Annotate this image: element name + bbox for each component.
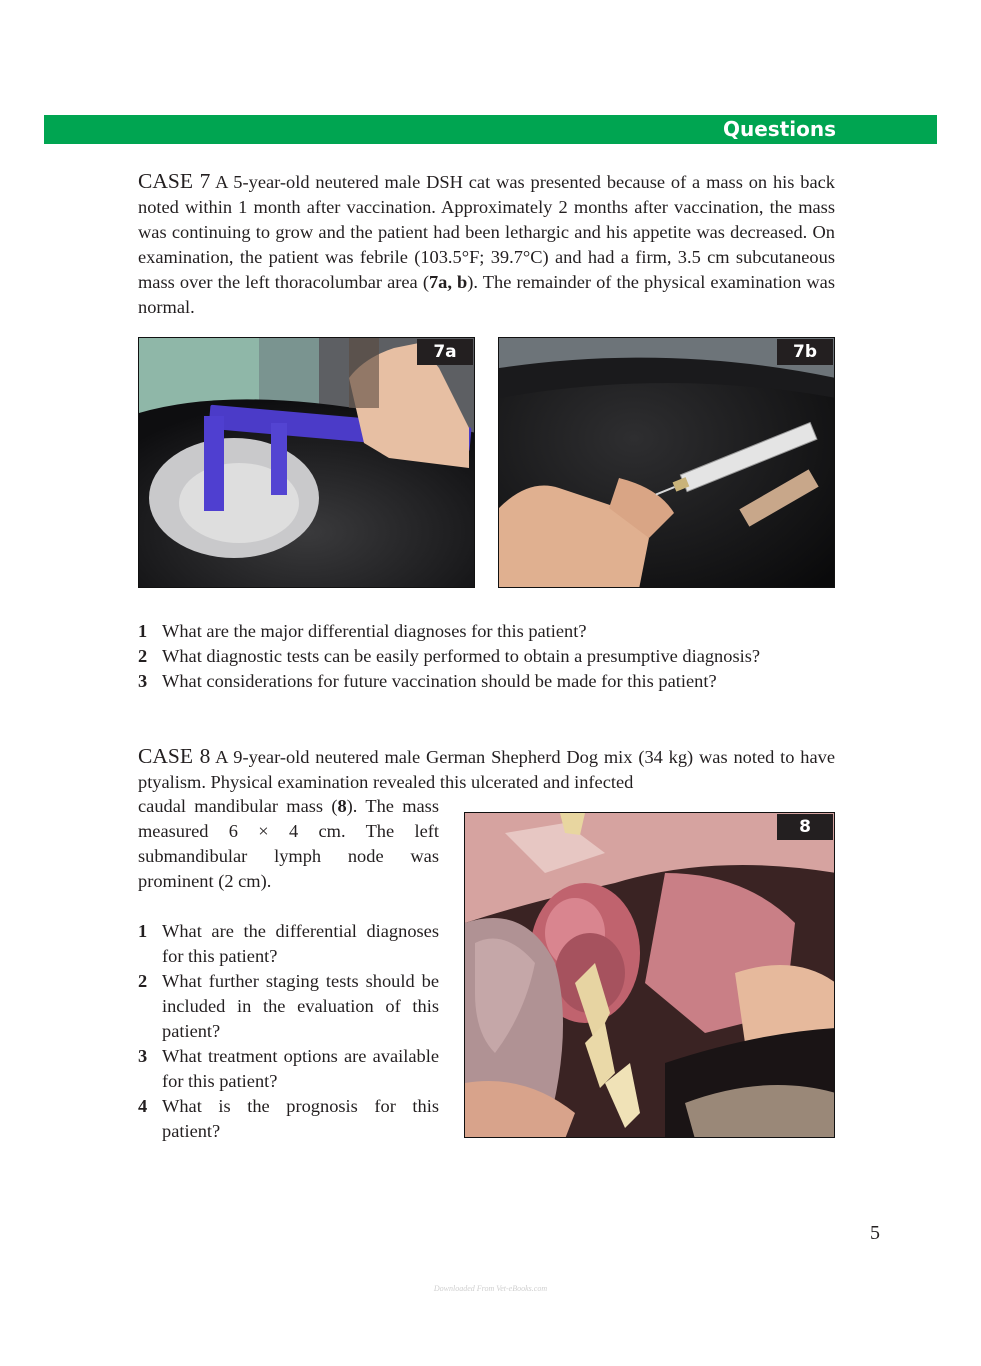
list-item: 1 What are the major differential diagnoses for this patient? <box>138 621 587 641</box>
list-item: 1 What are the differential diagnoses for this patient? <box>138 921 439 966</box>
figure-label-8: 8 <box>777 814 833 840</box>
case-8-description: CASE 8 A 9-year-old neutered male German Shepherd Dog mix (34 kg) was noted to have ptyalism. Physical examination revealed this ulcerated and infected <box>138 744 835 792</box>
dog-oral-mass-photo-icon <box>465 813 835 1138</box>
case-8-description-continued: caudal mandibular mass (8). The mass measured 6 × 4 cm. The left submandibular lymph node was prominent (2 cm). <box>138 796 439 891</box>
list-item: 4 What is the prognosis for this patient? <box>138 1096 439 1141</box>
list-item: 2 What diagnostic tests can be easily performed to obtain a presumptive diagnosis? <box>138 646 761 666</box>
figure-label-7a: 7a <box>417 339 473 365</box>
cat-needle-aspirate-photo-icon <box>499 338 835 588</box>
list-item: 3 What treatment options are available for this patient? <box>138 1046 439 1091</box>
list-item: 3 What considerations for future vaccination should be made for this patient? <box>138 671 717 691</box>
case-7-label: CASE 7 <box>138 169 211 193</box>
figure-7a <box>138 337 475 588</box>
section-title: Questions <box>722 117 836 141</box>
case-7-questions <box>138 619 838 694</box>
case-8-questions <box>138 919 439 1144</box>
figure-8 <box>464 812 835 1138</box>
case-8-label: CASE 8 <box>138 744 211 768</box>
figure-label-7b: 7b <box>777 339 833 365</box>
case-7-description: CASE 7 A 5-year-old neutered male DSH cat was presented because of a mass on his back noted within 1 month after vaccination. Approximately 2 months after vaccination, the mass was continuing to grow and the patient had been lethargic and his appetite was decreased. On examination, the patient was febrile (103.5°F; 39.7°C) and had a firm, 3.5 cm subcutaneous mass over the left thoracolumbar area (7a, b). The remainder of the physical examination was normal. <box>138 169 836 317</box>
watermark-text: Downloaded From Vet-eBooks.com <box>433 1284 548 1293</box>
cat-caliper-photo-icon <box>139 338 475 588</box>
section-header-bar <box>44 115 937 144</box>
list-item: 2 What further staging tests should be included in the evaluation of this patient? <box>138 971 439 1041</box>
page-number: 5 <box>870 1222 880 1244</box>
figure-7b <box>498 337 835 588</box>
